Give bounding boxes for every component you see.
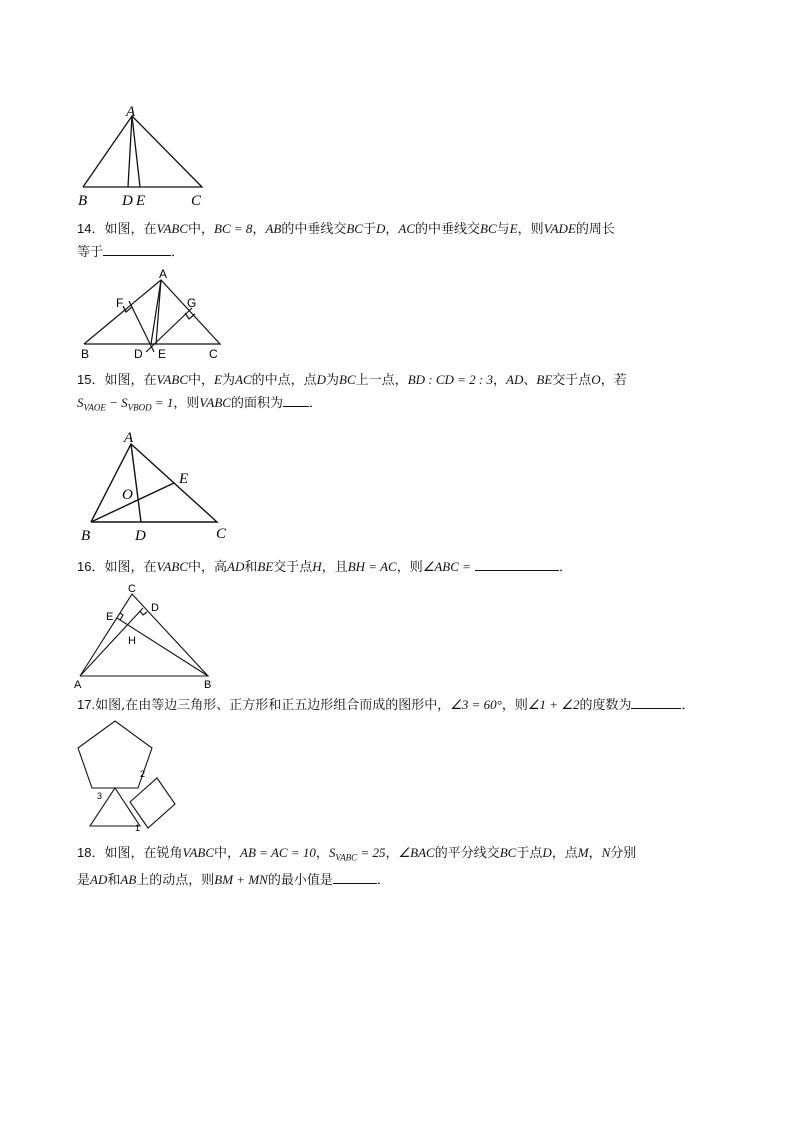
label-c: C bbox=[191, 193, 202, 209]
text: ，则 bbox=[517, 222, 544, 237]
text: 中，高 bbox=[188, 560, 228, 575]
answer-blank[interactable] bbox=[283, 392, 309, 407]
label-f: F bbox=[116, 296, 124, 310]
text: ，且 bbox=[321, 560, 348, 575]
label-1: 1 bbox=[135, 823, 141, 833]
problem-18 bbox=[77, 842, 727, 892]
math: AB bbox=[120, 871, 137, 887]
problem-number: 14． bbox=[77, 221, 105, 236]
text: ，若 bbox=[600, 373, 627, 388]
text: 如图，在 bbox=[104, 222, 157, 237]
label-c: C bbox=[216, 526, 227, 542]
math: VABC bbox=[156, 372, 189, 387]
math: ∠BAC bbox=[398, 845, 435, 860]
text: ． bbox=[681, 698, 695, 713]
label-d: D bbox=[134, 347, 143, 361]
text: 、 bbox=[523, 373, 537, 388]
math: BC bbox=[480, 221, 497, 236]
figure-17-polygons bbox=[72, 716, 192, 836]
text: ， bbox=[315, 846, 329, 861]
label-e: E bbox=[136, 193, 146, 209]
text: 和 bbox=[244, 560, 258, 575]
label-c: C bbox=[128, 583, 136, 595]
text: ． bbox=[308, 396, 322, 411]
text: 中， bbox=[188, 222, 215, 237]
problem-number: 16． bbox=[77, 559, 105, 574]
text: 和 bbox=[107, 872, 121, 888]
math: ∠ABC = bbox=[422, 559, 471, 574]
math: N bbox=[601, 845, 611, 860]
figure-13-triangle bbox=[70, 100, 220, 210]
math: BD : CD = 2 : 3 bbox=[407, 372, 494, 387]
math: AB = AC = 10 bbox=[240, 845, 316, 860]
math: VABC bbox=[156, 221, 189, 236]
text: 的度数为 bbox=[579, 698, 632, 713]
answer-blank[interactable] bbox=[333, 869, 377, 884]
text: ，则 bbox=[173, 396, 200, 411]
text: 为 bbox=[326, 373, 340, 388]
text: ， bbox=[385, 222, 399, 237]
math: BC = 8 bbox=[214, 221, 253, 236]
math: BC bbox=[499, 845, 517, 860]
math: D bbox=[316, 372, 327, 387]
text: 是 bbox=[77, 872, 91, 888]
math: BH = AC bbox=[347, 559, 397, 574]
text: 上的动点，则 bbox=[136, 872, 215, 888]
label-a: A bbox=[159, 267, 168, 281]
text: 如图，在 bbox=[104, 560, 157, 575]
text: 的中点，点 bbox=[251, 373, 317, 388]
math: ∠1 + ∠2 bbox=[527, 697, 580, 712]
problem-14 bbox=[77, 218, 727, 264]
answer-blank[interactable] bbox=[103, 241, 171, 256]
label-d: D bbox=[135, 528, 146, 544]
text: 的中垂线交 bbox=[281, 222, 347, 237]
text: ． bbox=[171, 245, 185, 260]
label-d: D bbox=[122, 193, 133, 209]
text: 中， bbox=[214, 846, 241, 861]
math: AC bbox=[398, 221, 416, 236]
label-a: A bbox=[124, 430, 134, 446]
text: ， bbox=[252, 222, 266, 237]
text: 与 bbox=[496, 222, 510, 237]
math: = 25 bbox=[357, 845, 386, 860]
text: 的平分线交 bbox=[434, 846, 500, 861]
math: H bbox=[312, 559, 322, 574]
text: ， bbox=[385, 846, 399, 861]
text: 于点 bbox=[516, 846, 543, 861]
label-c: C bbox=[209, 347, 218, 361]
text: 交于点 bbox=[552, 373, 592, 388]
math: AD bbox=[90, 871, 108, 887]
label-2: 2 bbox=[140, 769, 146, 779]
math: BC bbox=[346, 221, 363, 236]
math: BE bbox=[536, 372, 553, 387]
math: AC bbox=[235, 372, 252, 387]
text: 如图，在 bbox=[104, 373, 157, 388]
label-3: 3 bbox=[97, 791, 103, 801]
label-e: E bbox=[106, 611, 114, 623]
text: ， bbox=[493, 373, 507, 388]
text: ． bbox=[558, 560, 572, 575]
label-b: B bbox=[81, 528, 91, 544]
math: BE bbox=[257, 559, 274, 574]
text: 如图，在锐角 bbox=[104, 846, 183, 861]
label-a: A bbox=[126, 104, 136, 120]
text: 的最小值是 bbox=[267, 872, 333, 888]
label-d: D bbox=[151, 602, 159, 614]
math: M bbox=[577, 845, 589, 860]
math: AD bbox=[227, 559, 245, 574]
label-e: E bbox=[179, 471, 189, 487]
math: D bbox=[542, 845, 552, 860]
math: AB bbox=[265, 221, 282, 236]
problem-15 bbox=[77, 369, 727, 419]
text: 上一点， bbox=[355, 373, 408, 388]
text: 为 bbox=[221, 373, 235, 388]
text: ，则 bbox=[501, 698, 528, 713]
answer-blank[interactable] bbox=[475, 556, 559, 571]
text: 于 bbox=[362, 222, 376, 237]
text: 的中垂线交 bbox=[415, 222, 481, 237]
math: ∠3 = 60° bbox=[450, 697, 502, 712]
text: ． bbox=[376, 872, 390, 888]
math: S bbox=[328, 845, 336, 860]
label-b: B bbox=[204, 679, 212, 691]
math: AD bbox=[506, 372, 524, 387]
text: ，点 bbox=[551, 846, 578, 861]
label-b: B bbox=[78, 193, 88, 209]
math: S bbox=[77, 395, 84, 410]
problem-number: 18． bbox=[77, 845, 105, 860]
text: 等于 bbox=[77, 245, 104, 260]
math-subscript: VABC bbox=[335, 852, 358, 863]
text: 的周长 bbox=[575, 222, 615, 237]
math: VABC bbox=[199, 395, 231, 410]
problem-16 bbox=[77, 556, 727, 579]
label-b: B bbox=[81, 347, 90, 361]
math-subscript: VBOD bbox=[127, 402, 152, 413]
label-e: E bbox=[158, 347, 167, 361]
math: BC bbox=[339, 372, 356, 387]
math: = 1 bbox=[151, 395, 174, 410]
problem-number: 15． bbox=[77, 372, 105, 387]
figure-16-triangle bbox=[70, 580, 220, 692]
problem-17 bbox=[77, 694, 727, 717]
text: 如图,在由等边三角形、正方形和正五边形组合而成的图形中， bbox=[95, 698, 451, 713]
text: ， bbox=[588, 846, 602, 861]
text: ，则 bbox=[396, 560, 423, 575]
text: 的面积为 bbox=[230, 396, 283, 411]
math: VABC bbox=[156, 559, 189, 574]
math: VABC bbox=[182, 845, 215, 860]
math: D bbox=[375, 221, 386, 236]
figure-14-triangle bbox=[72, 266, 232, 362]
text: 中， bbox=[188, 373, 215, 388]
math: S bbox=[121, 395, 128, 410]
math: O bbox=[591, 372, 601, 387]
text: 交于点 bbox=[273, 560, 313, 575]
answer-blank[interactable] bbox=[631, 694, 681, 709]
math: E bbox=[509, 221, 518, 236]
text: 分别 bbox=[610, 846, 637, 861]
label-a: A bbox=[74, 679, 82, 691]
math: VADE bbox=[543, 221, 576, 236]
math: − bbox=[105, 395, 122, 410]
label-h: H bbox=[128, 635, 136, 647]
label-o: O bbox=[122, 487, 133, 503]
problem-number: 17. bbox=[77, 697, 96, 712]
math: BM + MN bbox=[214, 871, 268, 887]
math: E bbox=[214, 372, 222, 387]
figure-15-triangle bbox=[76, 426, 236, 546]
math-subscript: VAOE bbox=[83, 402, 106, 413]
label-g: G bbox=[187, 296, 197, 310]
